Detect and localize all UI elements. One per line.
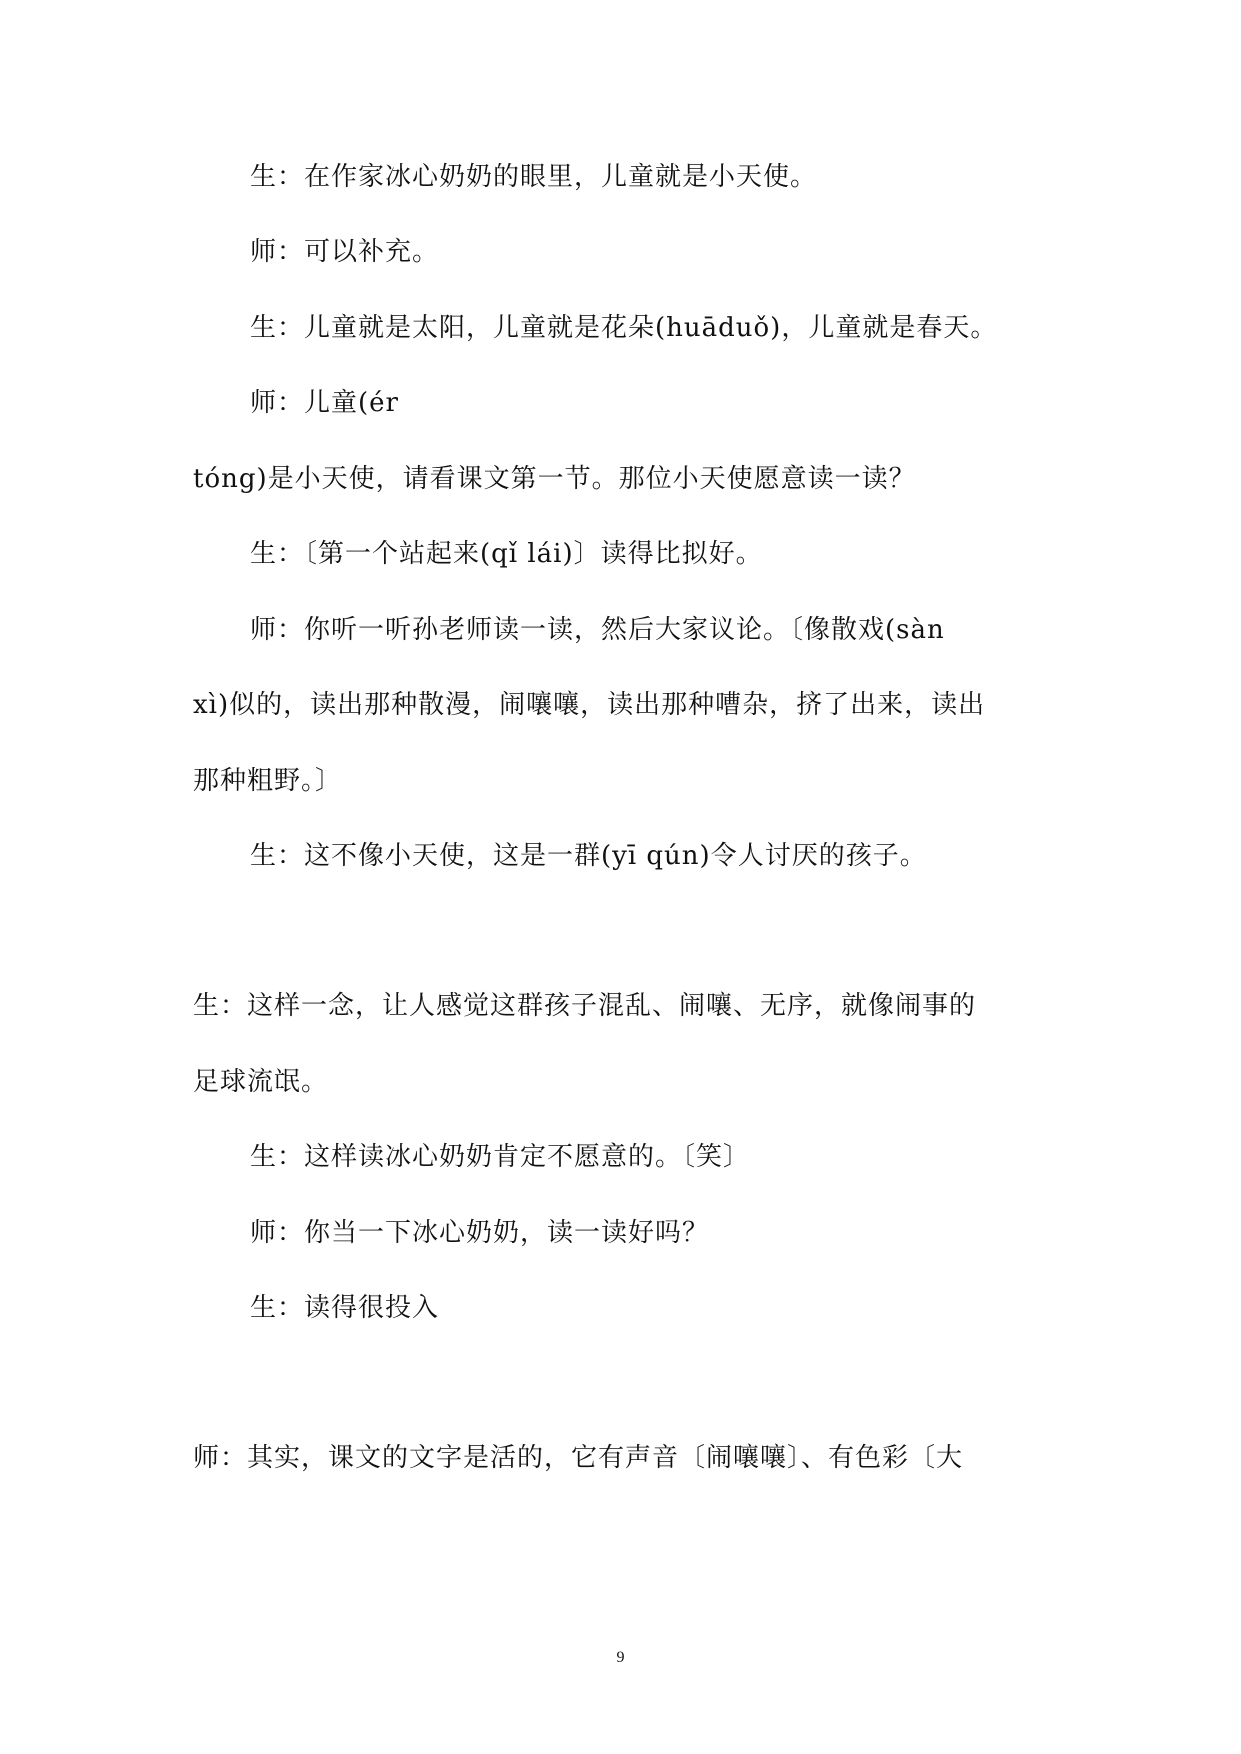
dialogue-line: 师：你当一下冰心奶奶，读一读好吗？	[250, 1218, 710, 1248]
dialogue-line: 生：这样一念，让人感觉这群孩子混乱、闹嚷、无序，就像闹事的	[193, 991, 977, 1021]
page-number: 9	[616, 1649, 625, 1666]
dialogue-line: 师：其实，课文的文字是活的，它有声音〔闹嚷嚷〕、有色彩〔大	[193, 1443, 964, 1473]
dialogue-line-continuation: 那种粗野。〕	[193, 766, 343, 796]
dialogue-line: 生：这样读冰心奶奶肯定不愿意的。〔笑〕	[250, 1142, 751, 1172]
dialogue-line: 生：〔第一个站起来(qǐ lái)〕读得比拟好。	[250, 539, 763, 569]
dialogue-line-continuation: 足球流氓。	[193, 1067, 329, 1097]
dialogue-line: 生：儿童就是太阳，儿童就是花朵(huāduǒ)，儿童就是春天。	[250, 313, 998, 343]
dialogue-line: 师：可以补充。	[250, 237, 440, 267]
dialogue-line: 生：在作家冰心奶奶的眼里，儿童就是小天使。	[250, 162, 818, 192]
dialogue-line-continuation: xì)似的，读出那种散漫，闹嚷嚷，读出那种嘈杂，挤了出来，读出	[193, 690, 986, 720]
dialogue-line: 生：读得很投入	[250, 1293, 440, 1323]
dialogue-line: 生：这不像小天使，这是一群(yī qún)令人讨厌的孩子。	[250, 841, 927, 871]
dialogue-line-continuation: tóng)是小天使，请看课文第一节。那位小天使愿意读一读？	[193, 464, 916, 494]
dialogue-line: 师：儿童(ér	[250, 388, 399, 418]
dialogue-line: 师：你听一听孙老师读一读，然后大家议论。〔像散戏(sàn	[250, 615, 945, 645]
